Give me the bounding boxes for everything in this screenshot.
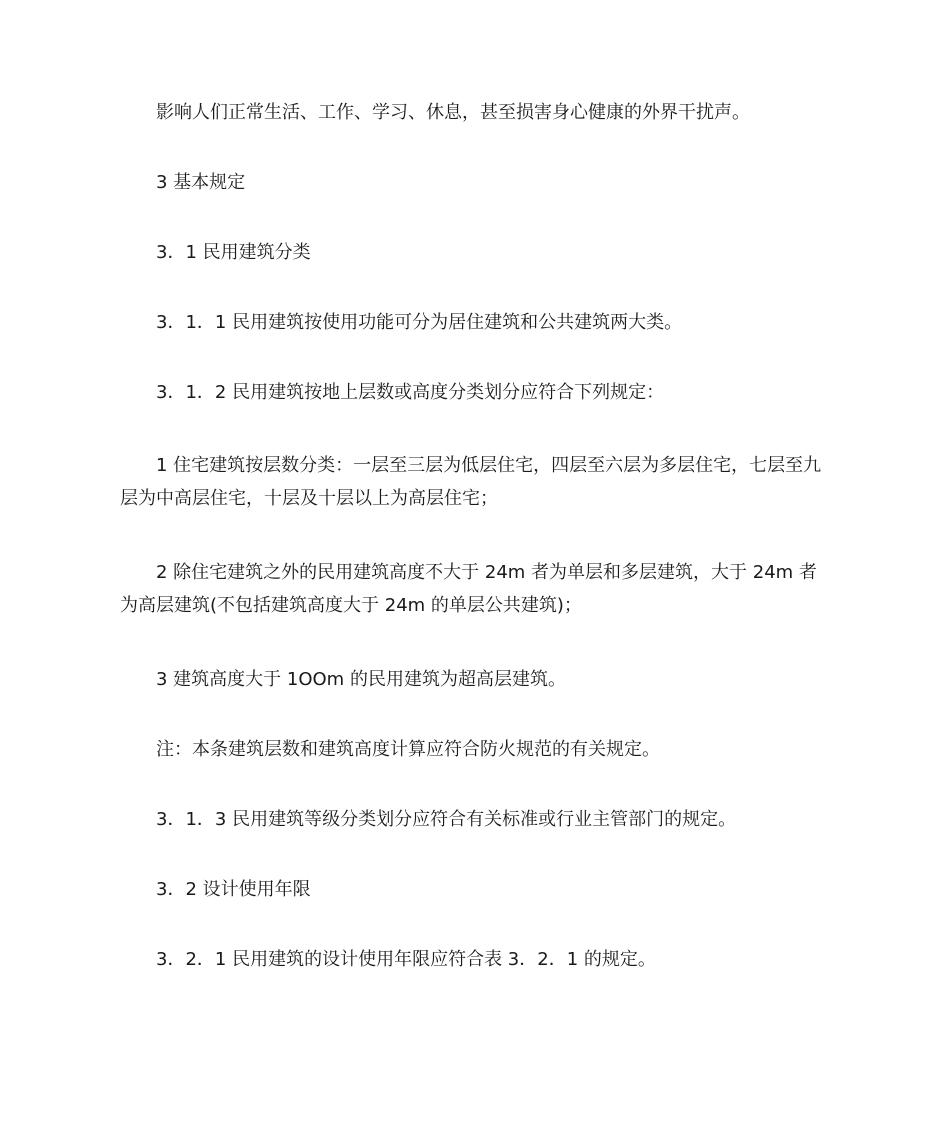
paragraph-noise-definition: 影响人们正常生活、工作、学习、休息，甚至损害身心健康的外界干扰声。 xyxy=(156,102,750,123)
clause-3-2-1: 3．2．1 民用建筑的设计使用年限应符合表 3．2．1 的规定。 xyxy=(156,949,656,970)
clause-3-1-2: 3．1．2 民用建筑按地上层数或高度分类划分应符合下列规定： xyxy=(156,382,665,403)
item-3-super-high-rise: 3 建筑高度大于 1OOm 的民用建筑为超高层建筑。 xyxy=(156,669,566,690)
item-2-non-residential: 2 除住宅建筑之外的民用建筑高度不大于 24m 者为单层和多层建筑，大于 24m 者为高层建筑(不包括建筑高度大于 24m 的单层公共建筑)； xyxy=(120,562,817,616)
item-1-residential: 1 住宅建筑按层数分类：一层至三层为低层住宅，四层至六层为多层住宅，七层至九层为中高层住宅，十层及十层以上为高层住宅； xyxy=(120,455,822,509)
clause-3-1-1: 3．1．1 民用建筑按使用功能可分为居住建筑和公共建筑两大类。 xyxy=(156,312,683,333)
heading-civil-building-classification: 3．1 民用建筑分类 xyxy=(156,242,311,263)
heading-design-service-life: 3．2 设计使用年限 xyxy=(156,879,311,900)
heading-basic-provisions: 3 基本规定 xyxy=(156,172,246,193)
clause-3-1-3: 3．1．3 民用建筑等级分类划分应符合有关标准或行业主管部门的规定。 xyxy=(156,809,737,830)
note-fire-code: 注：本条建筑层数和建筑高度计算应符合防火规范的有关规定。 xyxy=(156,739,660,760)
